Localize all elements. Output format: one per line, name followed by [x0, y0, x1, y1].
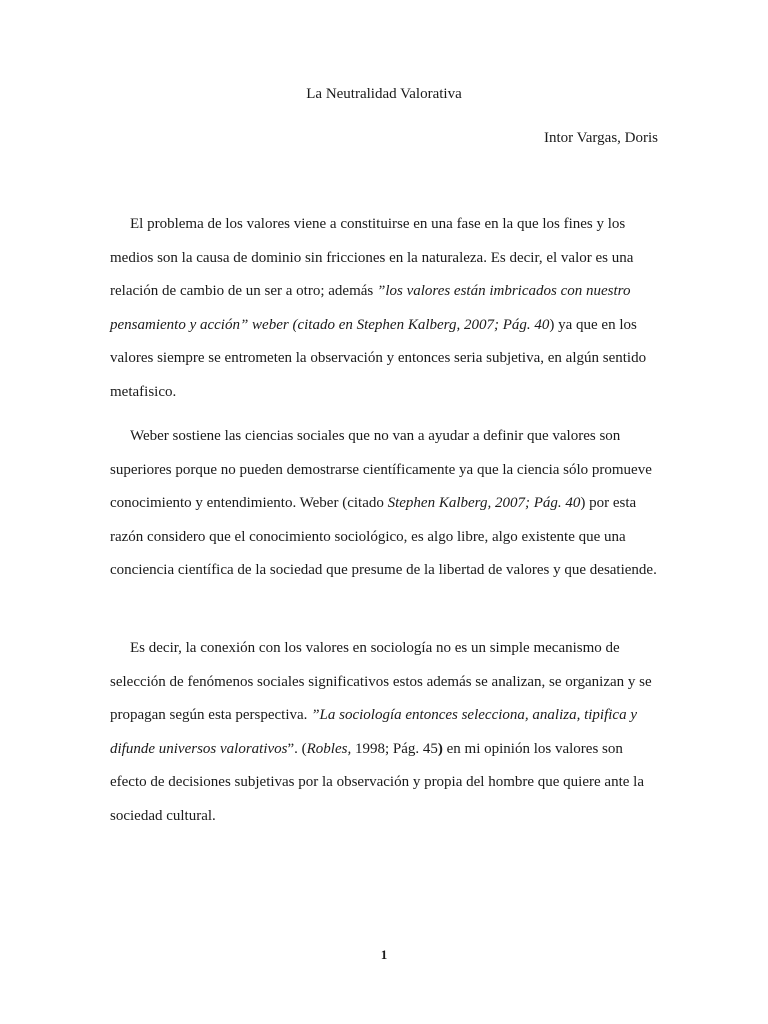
paragraph-2-text — [110, 420, 660, 588]
paragraph-3-quote: ”La sociología entonces selecciona, analiza, tipifica y difunde universos valorativos — [110, 707, 637, 757]
paragraph-3-segment-3: ”. ( — [287, 740, 307, 757]
paragraph-2-segment-1: Weber sostiene las ciencias sociales que no van a ayudar a definir que valores son superiores porque no pueden demostrarse científicamente ya que la ciencia sólo promueve conocimiento y entendimiento. Weber (citado — [110, 428, 652, 512]
paragraph-3-text — [110, 632, 660, 834]
paragraph-3-segment-6-lead: ) — [437, 740, 443, 757]
paragraph-3-segment-1: Es decir, la conexión con los valores en sociología no es un simple mecanismo de selección de fenómenos sociales significativos estos además se analizan, se organizan y se propagan según esta perspectiva. — [110, 640, 652, 724]
paragraph-3-segment-6: en mi opinión los valores son efecto de decisiones subjetivas por la observación y propia del hombre que quiere ante la sociedad cultural. — [110, 740, 644, 824]
paragraph-1-segment-1: El problema de los valores viene a constituirse en una fase en la que los fines y los medios son la causa de dominio sin fricciones en la naturaleza. Es decir, el valor es una relación de cambio de un ser a otro; además — [110, 216, 634, 300]
paragraph-3 — [110, 632, 660, 834]
paragraph-3-citation-year: 1998; Pág. 45 — [351, 740, 438, 757]
paragraph-2-segment-3: ) por esta razón considero que el conocimiento sociológico, es algo libre, algo existente que una conciencia científica de la sociedad que presume de la libertad de valores y que desatiende. — [110, 495, 657, 579]
page-number: 1 — [380, 947, 388, 962]
author-name: Intor Vargas, Doris — [543, 130, 658, 146]
paragraph-2-citation: Stephen Kalberg, 2007; Pág. 40 — [387, 495, 581, 512]
document-title: La Neutralidad Valorativa — [306, 86, 462, 102]
paragraph-1-segment-3: ) ya que en los valores siempre se entrometen la observación y entonces seria subjetiva, en algún sentido metafisico. — [110, 316, 647, 400]
paragraph-1 — [110, 208, 660, 410]
paragraph-2 — [110, 420, 660, 588]
paragraph-1-quote: ”los valores están imbricados con nuestro pensamiento y acción” weber (citado en Stephen Kalberg, 2007; Pág. 40 — [110, 283, 631, 333]
paragraph-3-citation-author: Robles, — [306, 740, 352, 757]
paragraph-1-text — [110, 208, 660, 410]
